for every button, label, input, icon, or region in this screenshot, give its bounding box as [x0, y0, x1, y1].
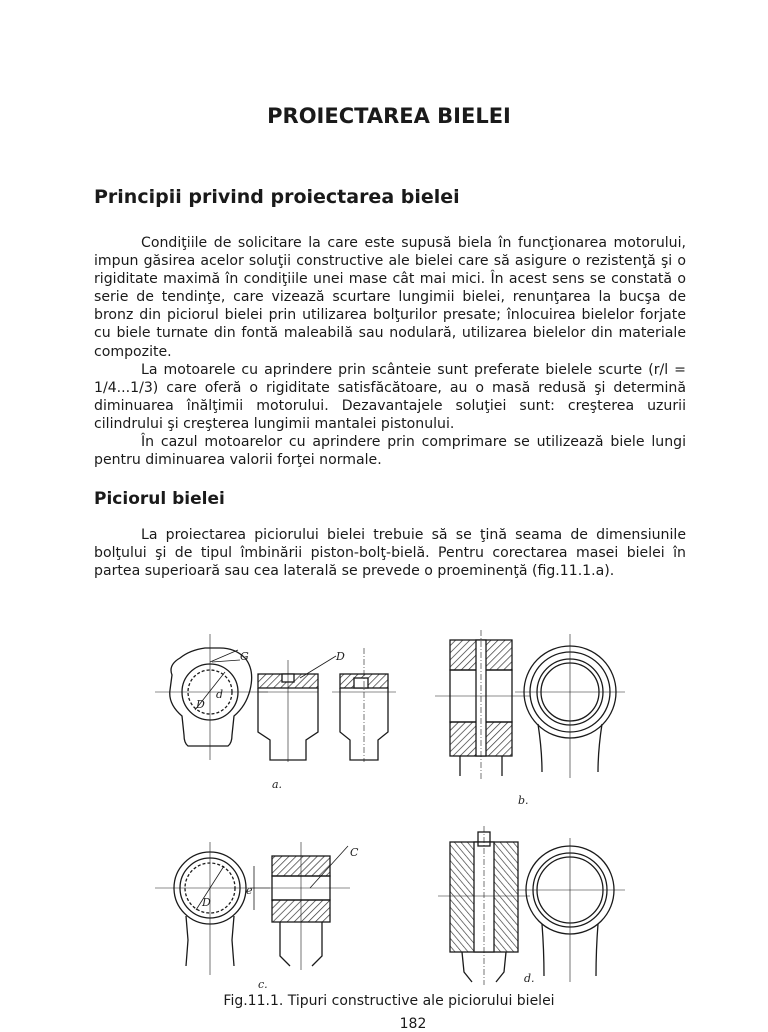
page-title: PROIECTAREA BIELEI	[267, 104, 511, 128]
drawing-b-front	[515, 634, 625, 778]
paragraph: Condiţiile de solicitare la care este supusă biela în funcţionarea motorului, impun găsirea acelor soluţii constructive ale bielei care să asigure o rezistenţă şi o rigiditate maximă în condiţiile unei mase cât mai mici. În acest sens se constată o serie de tendinţe, care vizează scurtare lungimii bielei, renunţarea la bucşa de bronz din piciorul bielei prin utilizarea bolţurilor presate; înlocuirea bielelor forjate cu biele turnate din fontă maleabilă sau nodulară, utilizarea bielelor din materiale compozite.	[94, 235, 686, 360]
drawing-c-section	[250, 842, 350, 970]
paragraph: În cazul motoarelor cu aprindere prin comprimare se utilizează biele lungi pentru diminuarea valorii forţei normale.	[94, 434, 686, 469]
figure-small-end-types	[150, 620, 630, 992]
drawing-c-front	[155, 842, 270, 975]
drawing-b-section	[435, 630, 530, 780]
label-d-top: d	[216, 688, 224, 701]
label-G: G	[240, 650, 249, 663]
label-e: e	[246, 884, 253, 897]
paragraph: La motoarele cu aprindere prin scânteie sunt preferate bielele scurte (r/l = 1/4...1/3) care oferă o rigiditate satisfăcătoare, au o masă redusă şi determină diminuarea înălţimii motorului. Dezavantajele soluţiei sunt: creşterea uzurii cilindrului şi creşterea lungimii mantalei pistonului.	[94, 361, 686, 432]
section-heading-small-end: Piciorul bielei	[94, 489, 225, 509]
drawing-d-front	[516, 838, 625, 982]
label-c: c.	[258, 978, 268, 991]
label-D-bottom: D	[202, 896, 211, 909]
drawing-a-side-view-1	[258, 656, 336, 762]
drawing-d-section	[438, 826, 530, 985]
page-number: 182	[399, 1016, 427, 1032]
drawing-a-side-view-2	[332, 648, 396, 762]
section-principles-body	[94, 234, 686, 469]
label-C: C	[350, 846, 359, 859]
label-d: d.	[524, 972, 535, 985]
label-b: b.	[518, 794, 529, 807]
label-Dp: D	[196, 698, 205, 711]
figure-caption: Fig.11.1. Tipuri constructive ale piciorului bielei	[223, 993, 555, 1009]
label-D-top: D	[336, 650, 345, 663]
label-a: a.	[272, 778, 283, 791]
technical-drawing	[150, 620, 630, 992]
section-heading-principles: Principii privind proiectarea bielei	[94, 186, 460, 208]
section-small-end-body	[94, 526, 686, 580]
drawing-a-front-view	[155, 634, 268, 760]
paragraph: La proiectarea piciorului bielei trebuie să se ţină seama de dimensiunile bolţului şi de tipul îmbinării piston-bolţ-bielă. Pentru corectarea masei bielei în partea superioară sau cea laterală se prevede o proeminenţă (fig.11.1.a).	[94, 527, 686, 580]
